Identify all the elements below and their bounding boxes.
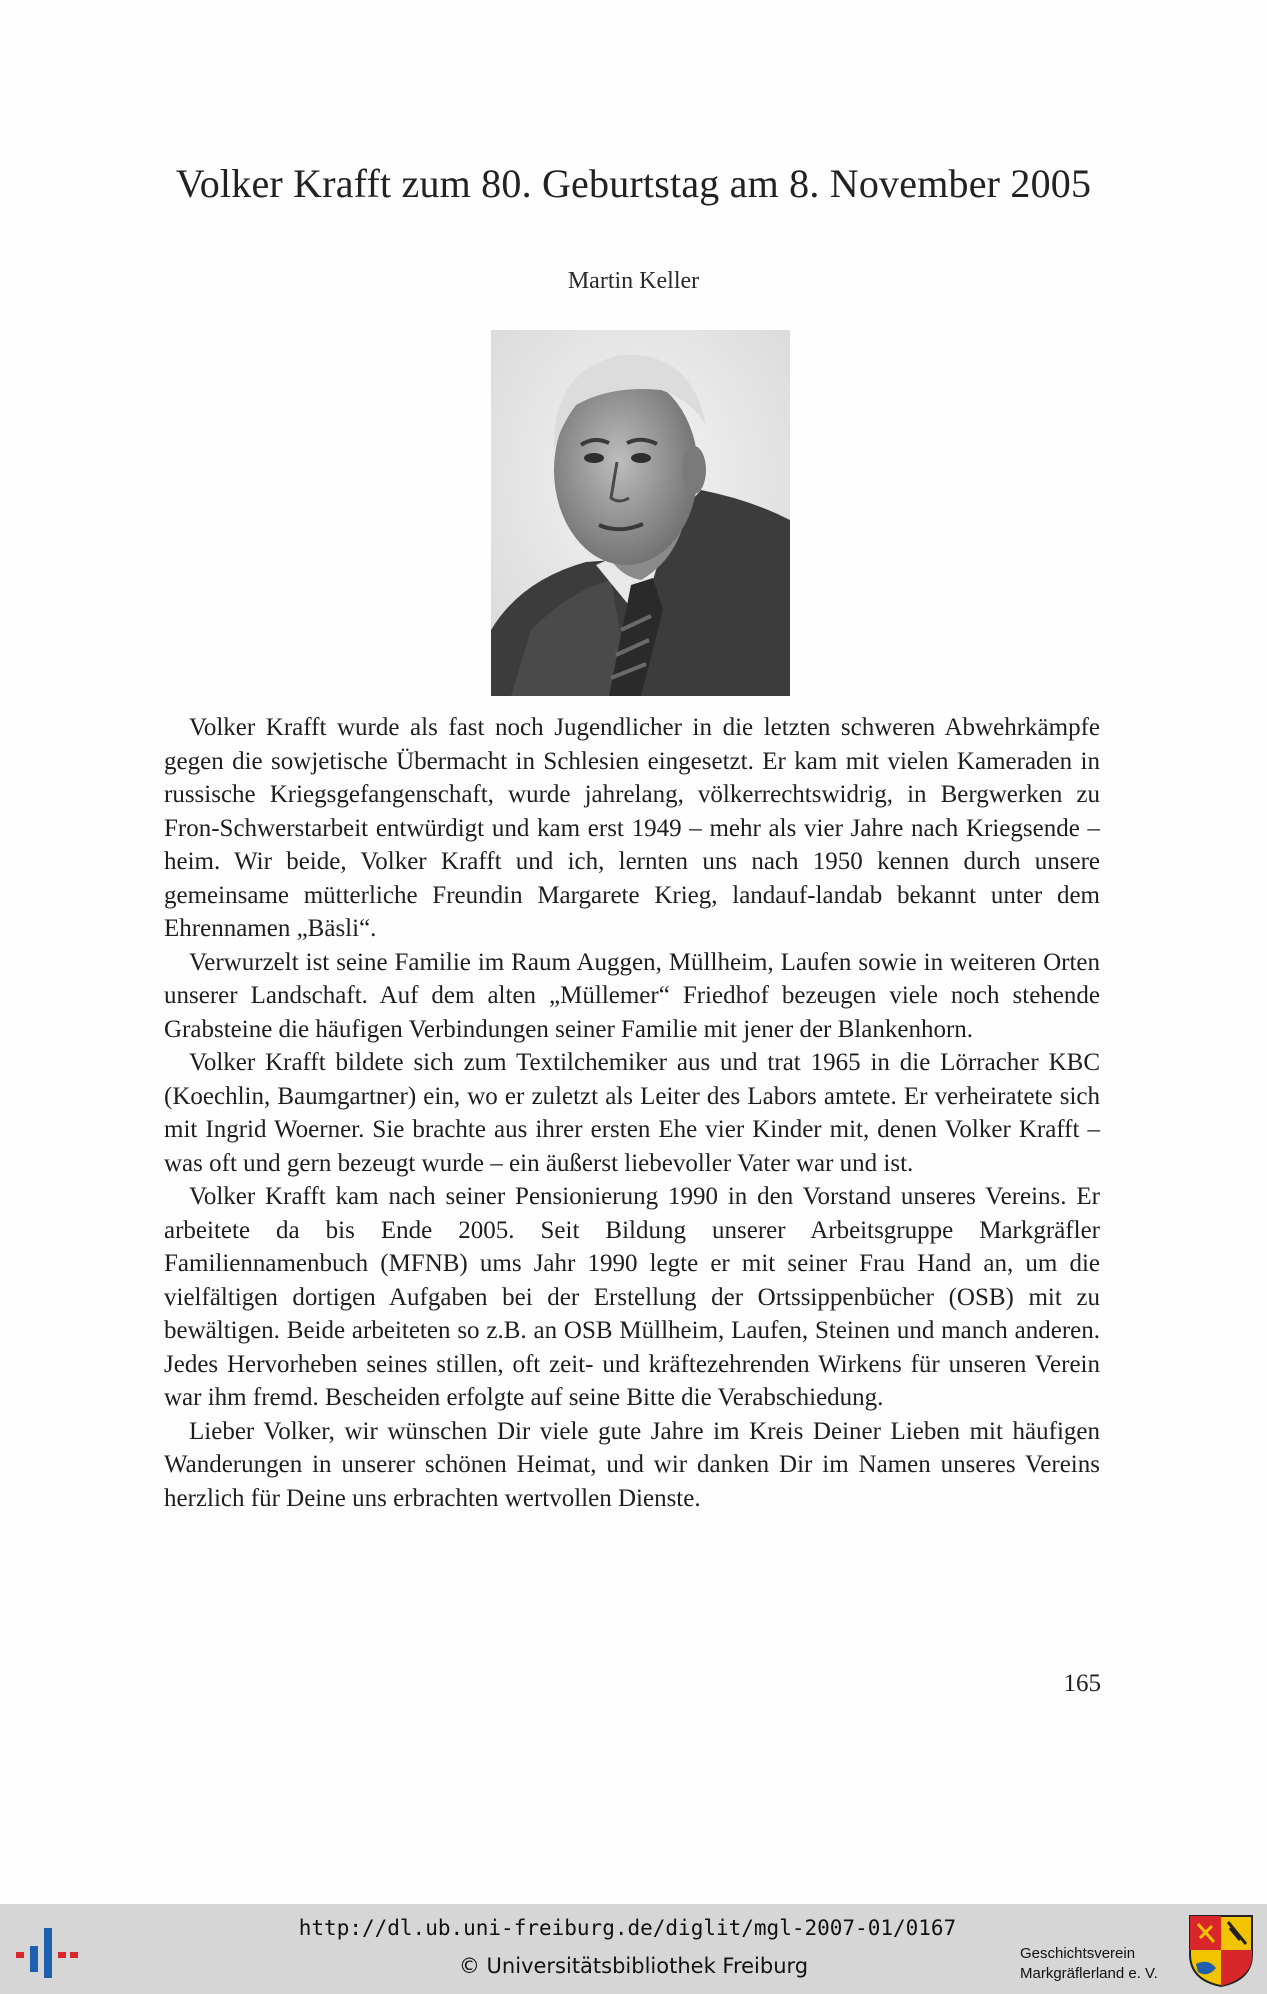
society-name	[1020, 1944, 1158, 1984]
article-title: Volker Krafft zum 80. Geburtstag am 8. November 2005	[175, 161, 1092, 206]
viewer-footer	[0, 1904, 1267, 1994]
page-number: 165	[1063, 1670, 1101, 1697]
article-body	[164, 711, 1100, 1515]
portrait-illustration	[491, 330, 790, 696]
coat-of-arms-icon[interactable]	[1188, 1914, 1254, 1988]
portrait-photo	[491, 330, 790, 696]
paragraph: Verwurzelt ist seine Familie im Raum Auggen, Müllheim, Laufen sowie in weiteren Orten unserer Landschaft. Auf dem alten „Müllemer“ Friedhof bezeugen viele noch stehende Grabsteine die häufigen Verbindungen seiner Familie mit jener der Blankenhorn.	[164, 948, 1100, 1043]
document-url-link[interactable]: http://dl.ub.uni-freiburg.de/diglit/mgl-2007-01/0167	[298, 1916, 957, 1940]
society-name-line2: Markgräflerland e. V.	[1020, 1965, 1158, 1982]
paragraph: Volker Krafft bildete sich zum Textilchemiker aus und trat 1965 in die Lörracher KBC (Koechlin, Baumgartner) ein, wo er zuletzt als Leiter des Labors amtete. Er verheiratete sich mit Ingrid Woerner. Sie brachte aus ihrer ersten Ehe vier Kinder mit, denen Volker Krafft – was oft und gern bezeugt wurde – ein äußerst liebevoller Vater war und ist.	[164, 1049, 1100, 1177]
paragraph: Volker Krafft kam nach seiner Pensionierung 1990 in den Vorstand unseres Vereins. Er arbeitete da bis Ende 2005. Seit Bildung unserer Arbeitsgruppe Markgräfler Familiennamenbuch (MFNB) ums Jahr 1990 legte er mit seiner Frau Hand an, um die vielfältigen dortigen Aufgaben bei der Erstellung der Ortssippenbücher (OSB) mit zu bewältigen. Beide arbeiteten so z.B. an OSB Müllheim, Laufen, Steinen und manch anderen. Jedes Hervorheben seines stillen, oft zeit- und kräftezehrenden Wirkens für unseren Verein war ihm fremd. Bescheiden erfolgte auf seine Bitte die Verabschiedung.	[164, 1183, 1100, 1411]
paragraph: Volker Krafft wurde als fast noch Jugendlicher in die letzten schweren Abwehrkämpfe gegen die sowjetische Übermacht in Schlesien eingesetzt. Er kam mit vielen Kameraden in russische Kriegsgefangenschaft, wurde jahrelang, völkerrechtswidrig, in Bergwerken zu Fron-Schwerstarbeit entwürdigt und kam erst 1949 – mehr als vier Jahre nach Kriegsende – heim. Wir beide, Volker Krafft und ich, lernten uns nach 1950 kennen durch unsere gemeinsame mütterliche Freundin Margarete Krieg, landauf-landab bekannt unter dem Ehrennamen „Bäsli“.	[164, 714, 1100, 942]
article-author: Martin Keller	[567, 268, 700, 294]
society-name-line1: Geschichtsverein	[1020, 1945, 1136, 1962]
paragraph: Lieber Volker, wir wünschen Dir viele gute Jahre im Kreis Deiner Lieben mit häufigen Wanderungen in unserer schönen Heimat, und wir danken Dir im Namen unseres Vereins herzlich für Deine uns erbrachten wertvollen Dienste.	[164, 1417, 1100, 1512]
copyright-notice: © Universitätsbibliothek Freiburg	[458, 1954, 809, 1978]
